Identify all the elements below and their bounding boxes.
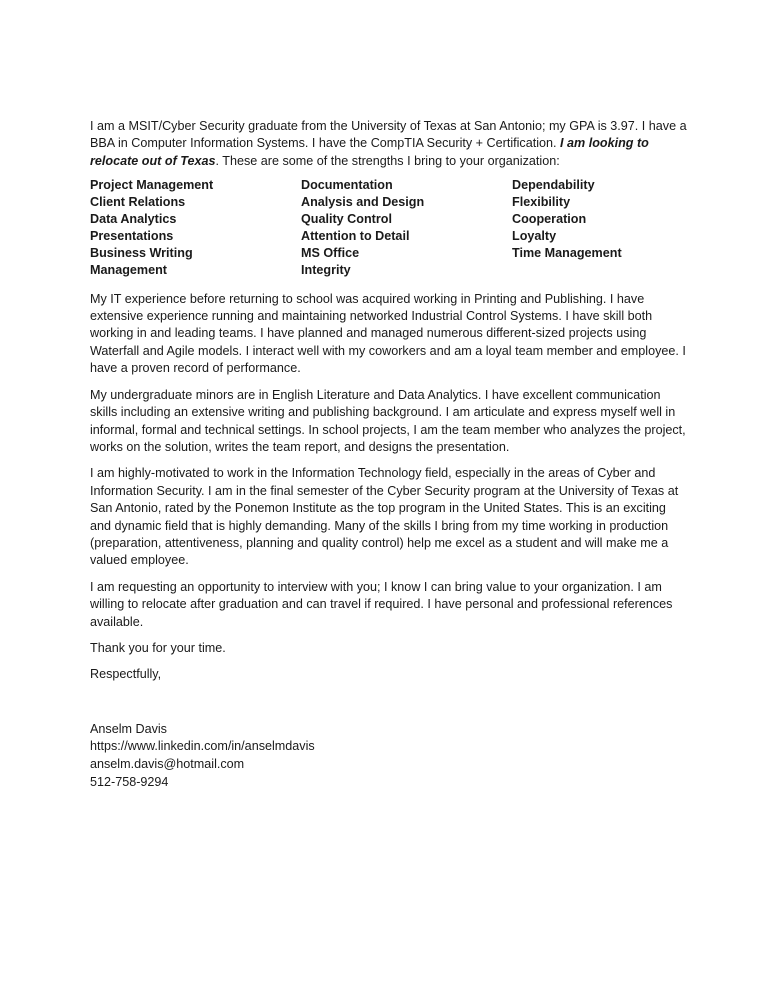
strength-item: Presentations xyxy=(90,228,174,243)
strength-item: Time Management xyxy=(512,245,622,260)
email-link[interactable]: anselm.davis@hotmail.com xyxy=(90,756,245,771)
strength-item: MS Office xyxy=(301,245,360,260)
intro-text-end: . These are some of the strengths I bring to your organization: xyxy=(215,153,560,168)
intro-paragraph xyxy=(90,118,690,170)
phone-number: 512-758-9294 xyxy=(90,774,169,789)
strength-item: Attention to Detail xyxy=(301,228,410,243)
strength-item: Documentation xyxy=(301,178,393,193)
strength-item: Analysis and Design xyxy=(301,195,425,210)
linkedin-link[interactable]: https://www.linkedin.com/in/anselmdavis xyxy=(90,739,315,754)
strength-item: Integrity xyxy=(301,262,351,277)
strengths-column-2 xyxy=(301,177,512,278)
strength-item: Dependability xyxy=(512,178,595,193)
strengths-column-3 xyxy=(512,177,690,278)
education-paragraph: My undergraduate minors are in English Literature and Data Analytics. I have excellent communication skills including an extensive writing and publishing background. I am articulate and express myself well in informal, formal and technical settings. In school projects, I am the team member who analyzes the project, works on the solution, writes the team report, and designs the presentation. xyxy=(90,387,686,454)
request-paragraph: I am requesting an opportunity to interview with you; I know I can bring value to your organization. I am willing to relocate after graduation and can travel if required. I have personal and professional references available. xyxy=(90,579,673,629)
closing-line: Respectfully, xyxy=(90,667,162,682)
strengths-column-1 xyxy=(90,177,301,278)
strength-item: Client Relations xyxy=(90,195,186,210)
strength-item: Project Management xyxy=(90,178,214,193)
intro-text: I am a MSIT/Cyber Security graduate from the University of Texas at San Antonio; my GPA is 3.97. I have a BBA in Computer Information Systems. I have the CompTIA Security + Certification. xyxy=(90,119,687,151)
thanks-line: Thank you for your time. xyxy=(90,640,226,655)
motivation-paragraph: I am highly-motivated to work in the Information Technology field, especially in the areas of Cyber and Information Security. I am in the final semester of the Cyber Security program at the University of Texas at San Antonio, rated by the Ponemon Institute as the top program in the United States. This is an exciting and dynamic field that is highly demanding. Many of the skills I bring from my time working in production (preparation, attentiveness, planning and quality control) help me excel as a student and will make me a valued employee. xyxy=(90,466,679,568)
signer-name: Anselm Davis xyxy=(90,721,167,736)
strengths-list xyxy=(90,177,690,278)
strength-item: Data Analytics xyxy=(90,212,177,227)
strength-item: Management xyxy=(90,262,167,277)
strength-item: Flexibility xyxy=(512,195,571,210)
experience-paragraph: My IT experience before returning to school was acquired working in Printing and Publishing. I have extensive experience running and maintaining networked Industrial Control Systems. I have skill both working in and leading teams. I have planned and managed numerous different-sized projects using Waterfall and Agile models. I interact well with my coworkers and am a loyal team member and employee. I have a proven record of performance. xyxy=(90,291,686,376)
strength-item: Business Writing xyxy=(90,245,193,260)
cover-letter xyxy=(90,118,690,791)
signature-block xyxy=(90,721,690,791)
strength-item: Quality Control xyxy=(301,212,392,227)
strength-item: Loyalty xyxy=(512,228,557,243)
relocation-emphasis: I am looking to relocate out of Texas xyxy=(90,136,649,168)
strength-item: Cooperation xyxy=(512,212,587,227)
